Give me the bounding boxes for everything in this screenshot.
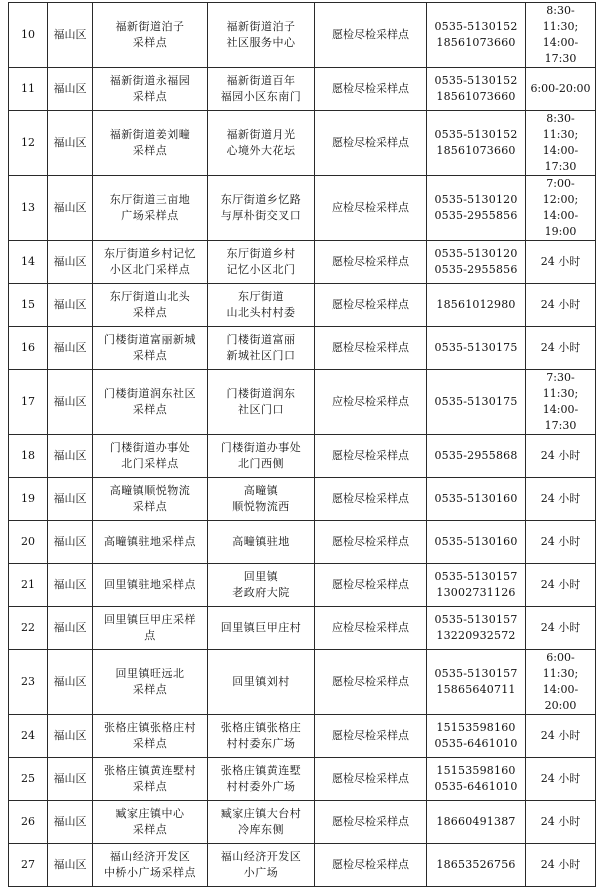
hours-cell: 24 小时 [526, 284, 596, 327]
phone-cell: 0535-5130120 0535-2955856 [427, 176, 526, 241]
site-type-cell: 愿检尽检采样点 [315, 478, 427, 521]
hours-cell: 24 小时 [526, 801, 596, 844]
site-name-cell: 门楼街道润东社区 采样点 [93, 370, 208, 435]
hours-cell: 24 小时 [526, 564, 596, 607]
phone-cell: 0535-5130175 [427, 327, 526, 370]
phone-cell: 0535-5130175 [427, 370, 526, 435]
row-number: 12 [9, 111, 48, 176]
district-cell: 福山区 [48, 564, 93, 607]
table-row [9, 241, 596, 284]
hours-cell: 24 小时 [526, 478, 596, 521]
site-type-cell: 愿检尽检采样点 [315, 111, 427, 176]
address-cell: 门楼街道富丽 新城社区门口 [208, 327, 315, 370]
site-name-cell: 福新街道泊子 采样点 [93, 3, 208, 68]
hours-cell: 7:00-12:00; 14:00-19:00 [526, 176, 596, 241]
district-cell: 福山区 [48, 844, 93, 887]
district-cell: 福山区 [48, 176, 93, 241]
district-cell: 福山区 [48, 521, 93, 564]
hours-cell: 8:30-11:30; 14:00-17:30 [526, 111, 596, 176]
table-row [9, 564, 596, 607]
row-number: 24 [9, 715, 48, 758]
row-number: 19 [9, 478, 48, 521]
site-name-cell: 回里镇驻地采样点 [93, 564, 208, 607]
site-type-cell: 愿检尽检采样点 [315, 564, 427, 607]
site-name-cell: 福山经济开发区 中桥小广场采样点 [93, 844, 208, 887]
phone-cell: 0535-5130152 18561073660 [427, 3, 526, 68]
phone-cell: 0535-5130157 15865640711 [427, 650, 526, 715]
row-number: 11 [9, 68, 48, 111]
phone-cell: 0535-5130120 0535-2955856 [427, 241, 526, 284]
hours-cell: 24 小时 [526, 607, 596, 650]
sampling-site-table [8, 2, 596, 887]
district-cell: 福山区 [48, 111, 93, 176]
address-cell: 臧家庄镇大台村 冷库东侧 [208, 801, 315, 844]
district-cell: 福山区 [48, 241, 93, 284]
hours-cell: 8:30-11:30; 14:00-17:30 [526, 3, 596, 68]
table-row [9, 370, 596, 435]
site-type-cell: 愿检尽检采样点 [315, 435, 427, 478]
table-row [9, 435, 596, 478]
phone-cell: 0535-5130152 18561073660 [427, 111, 526, 176]
row-number: 26 [9, 801, 48, 844]
district-cell: 福山区 [48, 284, 93, 327]
district-cell: 福山区 [48, 3, 93, 68]
district-cell: 福山区 [48, 607, 93, 650]
row-number: 18 [9, 435, 48, 478]
district-cell: 福山区 [48, 370, 93, 435]
row-number: 17 [9, 370, 48, 435]
site-type-cell: 应检尽检采样点 [315, 370, 427, 435]
address-cell: 高疃镇驻地 [208, 521, 315, 564]
site-name-cell: 张格庄镇张格庄村 采样点 [93, 715, 208, 758]
site-name-cell: 回里镇巨甲庄采样 点 [93, 607, 208, 650]
phone-cell: 0535-5130157 13220932572 [427, 607, 526, 650]
district-cell: 福山区 [48, 435, 93, 478]
site-type-cell: 愿检尽检采样点 [315, 327, 427, 370]
address-cell: 张格庄镇张格庄 村村委东广场 [208, 715, 315, 758]
table-row [9, 68, 596, 111]
address-cell: 东厅街道乡忆路 与厚朴街交叉口 [208, 176, 315, 241]
table-row [9, 478, 596, 521]
district-cell: 福山区 [48, 801, 93, 844]
table-row [9, 801, 596, 844]
phone-cell: 15153598160 0535-6461010 [427, 715, 526, 758]
address-cell: 福山经济开发区 小广场 [208, 844, 315, 887]
site-name-cell: 福新街道姜刘疃 采样点 [93, 111, 208, 176]
address-cell: 福新街道月光 心境外大花坛 [208, 111, 315, 176]
address-cell: 东厅街道 山北头村村委 [208, 284, 315, 327]
site-name-cell: 福新街道永福园 采样点 [93, 68, 208, 111]
district-cell: 福山区 [48, 327, 93, 370]
phone-cell: 0535-5130157 13002731126 [427, 564, 526, 607]
table-row [9, 327, 596, 370]
site-type-cell: 愿检尽检采样点 [315, 650, 427, 715]
phone-cell: 18561012980 [427, 284, 526, 327]
site-type-cell: 愿检尽检采样点 [315, 284, 427, 327]
row-number: 21 [9, 564, 48, 607]
site-type-cell: 愿检尽检采样点 [315, 3, 427, 68]
hours-cell: 6:00-11:30; 14:00-20:00 [526, 650, 596, 715]
row-number: 23 [9, 650, 48, 715]
district-cell: 福山区 [48, 68, 93, 111]
site-type-cell: 愿检尽检采样点 [315, 801, 427, 844]
hours-cell: 24 小时 [526, 241, 596, 284]
site-name-cell: 高疃镇顺悦物流 采样点 [93, 478, 208, 521]
hours-cell: 6:00-20:00 [526, 68, 596, 111]
site-name-cell: 臧家庄镇中心 采样点 [93, 801, 208, 844]
row-number: 22 [9, 607, 48, 650]
site-type-cell: 愿检尽检采样点 [315, 68, 427, 111]
table-row [9, 758, 596, 801]
site-name-cell: 回里镇旺远北 采样点 [93, 650, 208, 715]
hours-cell: 7:30-11:30; 14:00-17:30 [526, 370, 596, 435]
site-name-cell: 门楼街道办事处 北门采样点 [93, 435, 208, 478]
phone-cell: 0535-2955868 [427, 435, 526, 478]
table-row [9, 176, 596, 241]
site-type-cell: 愿检尽检采样点 [315, 758, 427, 801]
row-number: 13 [9, 176, 48, 241]
site-type-cell: 应检尽检采样点 [315, 607, 427, 650]
table-body [9, 3, 596, 887]
address-cell: 高疃镇 顺悦物流西 [208, 478, 315, 521]
site-name-cell: 东厅街道乡村记忆 小区北门采样点 [93, 241, 208, 284]
address-cell: 福新街道百年 福园小区东南门 [208, 68, 315, 111]
row-number: 27 [9, 844, 48, 887]
row-number: 25 [9, 758, 48, 801]
site-name-cell: 门楼街道富丽新城 采样点 [93, 327, 208, 370]
address-cell: 门楼街道办事处 北门西侧 [208, 435, 315, 478]
phone-cell: 18653526756 [427, 844, 526, 887]
hours-cell: 24 小时 [526, 715, 596, 758]
site-name-cell: 高疃镇驻地采样点 [93, 521, 208, 564]
table-row [9, 284, 596, 327]
table-row [9, 111, 596, 176]
site-type-cell: 应检尽检采样点 [315, 176, 427, 241]
site-name-cell: 东厅街道山北头 采样点 [93, 284, 208, 327]
site-type-cell: 愿检尽检采样点 [315, 521, 427, 564]
row-number: 20 [9, 521, 48, 564]
phone-cell: 0535-5130152 18561073660 [427, 68, 526, 111]
table-row [9, 715, 596, 758]
row-number: 16 [9, 327, 48, 370]
table-row [9, 844, 596, 887]
address-cell: 门楼街道润东 社区门口 [208, 370, 315, 435]
district-cell: 福山区 [48, 478, 93, 521]
address-cell: 福新街道泊子 社区服务中心 [208, 3, 315, 68]
address-cell: 回里镇巨甲庄村 [208, 607, 315, 650]
address-cell: 东厅街道乡村 记忆小区北门 [208, 241, 315, 284]
hours-cell: 24 小时 [526, 327, 596, 370]
hours-cell: 24 小时 [526, 758, 596, 801]
hours-cell: 24 小时 [526, 435, 596, 478]
table-row [9, 607, 596, 650]
address-cell: 回里镇 老政府大院 [208, 564, 315, 607]
address-cell: 回里镇刘村 [208, 650, 315, 715]
table-row [9, 3, 596, 68]
district-cell: 福山区 [48, 715, 93, 758]
phone-cell: 15153598160 0535-6461010 [427, 758, 526, 801]
site-type-cell: 愿检尽检采样点 [315, 241, 427, 284]
site-name-cell: 东厅街道三亩地 广场采样点 [93, 176, 208, 241]
district-cell: 福山区 [48, 758, 93, 801]
site-type-cell: 愿检尽检采样点 [315, 715, 427, 758]
hours-cell: 24 小时 [526, 521, 596, 564]
phone-cell: 0535-5130160 [427, 478, 526, 521]
address-cell: 张格庄镇黄连墅 村村委外广场 [208, 758, 315, 801]
table-row [9, 650, 596, 715]
hours-cell: 24 小时 [526, 844, 596, 887]
district-cell: 福山区 [48, 650, 93, 715]
site-type-cell: 愿检尽检采样点 [315, 844, 427, 887]
site-name-cell: 张格庄镇黄连墅村 采样点 [93, 758, 208, 801]
row-number: 14 [9, 241, 48, 284]
table-row [9, 521, 596, 564]
row-number: 15 [9, 284, 48, 327]
row-number: 10 [9, 3, 48, 68]
phone-cell: 18660491387 [427, 801, 526, 844]
phone-cell: 0535-5130160 [427, 521, 526, 564]
